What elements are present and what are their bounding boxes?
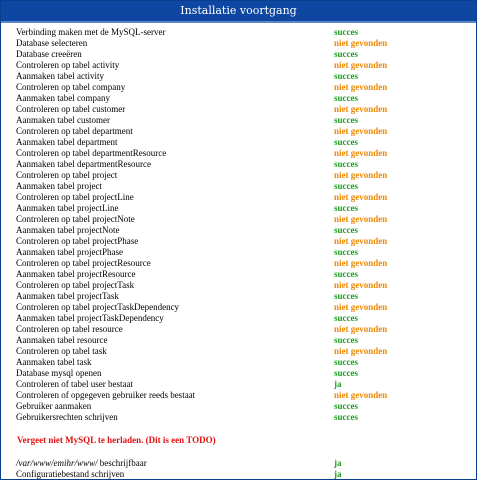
step-label: Controleren op tabel projectTaskDependency: [16, 302, 180, 312]
step-label: Aanmaken tabel task: [16, 357, 92, 367]
step-status: succes: [334, 71, 358, 81]
step-label: Aanmaken tabel projectLine: [16, 203, 119, 213]
step-status: succes: [334, 49, 358, 59]
progress-row: [16, 379, 476, 390]
progress-row: [16, 357, 476, 368]
step-label: Aanmaken tabel departmentResource: [16, 159, 151, 169]
progress-row: [16, 203, 476, 214]
progress-row: [16, 181, 476, 192]
progress-row: [16, 71, 476, 82]
step-label: Aanmaken tabel company: [16, 93, 110, 103]
step-status: ja: [334, 458, 342, 468]
step-status: niet gevonden: [334, 104, 388, 114]
step-status: ja: [334, 469, 342, 479]
step-status: niet gevonden: [334, 192, 388, 202]
step-status: niet gevonden: [334, 214, 388, 224]
step-status: succes: [334, 115, 358, 125]
progress-row: [16, 115, 476, 126]
step-status: succes: [334, 159, 358, 169]
progress-row: [16, 214, 476, 225]
progress-row: [16, 49, 476, 60]
step-status: succes: [334, 181, 358, 191]
progress-row: [16, 137, 476, 148]
progress-row: [16, 469, 476, 480]
step-label: Controleren op tabel projectNote: [16, 214, 135, 224]
step-status: niet gevonden: [334, 60, 388, 70]
step-status: succes: [334, 401, 358, 411]
progress-row: [16, 346, 476, 357]
step-label: Controleren op tabel task: [16, 346, 107, 356]
final-steps-list: [16, 458, 476, 480]
step-status: niet gevonden: [334, 390, 388, 400]
directory-path: /var/www/emihr/www/: [16, 458, 98, 468]
step-label: Controleren op tabel activity: [16, 60, 120, 70]
progress-row: [16, 27, 476, 38]
step-status: niet gevonden: [334, 236, 388, 246]
step-label: Aanmaken tabel projectResource: [16, 269, 136, 279]
step-status: succes: [334, 27, 358, 37]
step-label: Controleren op tabel project: [16, 170, 118, 180]
step-status: niet gevonden: [334, 38, 388, 48]
step-status: succes: [334, 291, 358, 301]
progress-row: [16, 280, 476, 291]
step-status: succes: [334, 357, 358, 367]
step-status: niet gevonden: [334, 170, 388, 180]
step-label: /var/www/emihr/www/ beschrijfbaar: [16, 458, 147, 468]
step-label: Controleren op tabel resource: [16, 324, 123, 334]
progress-row: [16, 335, 476, 346]
step-status: succes: [334, 93, 358, 103]
progress-row: [16, 126, 476, 137]
progress-list: [1, 23, 476, 423]
progress-row: [16, 269, 476, 280]
progress-row: [16, 458, 476, 469]
step-status: niet gevonden: [334, 258, 388, 268]
progress-row: [16, 225, 476, 236]
step-label: Verbinding maken met de MySQL-server: [16, 27, 166, 37]
step-label: Aanmaken tabel projectNote: [16, 225, 120, 235]
step-status: succes: [334, 335, 358, 345]
step-label: Controleren op tabel departmentResource: [16, 148, 167, 158]
step-status: succes: [334, 203, 358, 213]
reload-warning: Vergeet niet MySQL te herladen. (Dit is een TODO): [17, 435, 216, 445]
step-label: Controleren of opgegeven gebruiker reeds bestaat: [16, 390, 196, 400]
step-label: Database selecteren: [16, 38, 88, 48]
step-label: Controleren of tabel user bestaat: [16, 379, 133, 389]
step-label: Gebruiker aanmaken: [16, 401, 92, 411]
progress-row: [16, 368, 476, 379]
progress-row: [16, 302, 476, 313]
progress-row: [16, 93, 476, 104]
step-label: Configuratiebestand schrijven: [16, 469, 125, 479]
step-label: Controleren op tabel projectPhase: [16, 236, 139, 246]
step-label: Aanmaken tabel projectTaskDependency: [16, 313, 164, 323]
step-status: succes: [334, 269, 358, 279]
step-label: Gebruikersrechten schrijven: [16, 412, 118, 422]
step-label: Aanmaken tabel department: [16, 137, 118, 147]
step-status: niet gevonden: [334, 126, 388, 136]
progress-row: [16, 247, 476, 258]
step-label: Controleren op tabel projectLine: [16, 192, 134, 202]
step-status: succes: [334, 368, 358, 378]
progress-row: [16, 170, 476, 181]
step-label: Controleren op tabel customer: [16, 104, 126, 114]
step-label: Database creeëren: [16, 49, 82, 59]
progress-row: [16, 82, 476, 93]
step-status: succes: [334, 247, 358, 257]
step-status: niet gevonden: [334, 302, 388, 312]
progress-row: [16, 401, 476, 412]
progress-row: [16, 60, 476, 71]
progress-row: [16, 390, 476, 401]
step-label: Controleren op tabel department: [16, 126, 133, 136]
window-title: Installatie voortgang: [1, 1, 476, 23]
step-label: Controleren op tabel projectResource: [16, 258, 151, 268]
progress-row: [16, 324, 476, 335]
step-status: niet gevonden: [334, 346, 388, 356]
progress-row: [16, 258, 476, 269]
progress-row: [16, 104, 476, 115]
step-label: Aanmaken tabel projectTask: [16, 291, 119, 301]
step-status: niet gevonden: [334, 82, 388, 92]
progress-row: [16, 313, 476, 324]
step-label: Controleren op tabel company: [16, 82, 126, 92]
progress-row: [16, 38, 476, 49]
step-status: succes: [334, 225, 358, 235]
step-label: Aanmaken tabel project: [16, 181, 102, 191]
step-status: succes: [334, 313, 358, 323]
step-label: Controleren op tabel projectTask: [16, 280, 135, 290]
progress-row: [16, 236, 476, 247]
step-status: niet gevonden: [334, 280, 388, 290]
progress-row: [16, 291, 476, 302]
step-status: niet gevonden: [334, 324, 388, 334]
step-label: Aanmaken tabel activity: [16, 71, 104, 81]
progress-row: [16, 159, 476, 170]
step-status: niet gevonden: [334, 148, 388, 158]
step-status: succes: [334, 137, 358, 147]
progress-row: [16, 148, 476, 159]
progress-row: [16, 412, 476, 423]
step-label: Aanmaken tabel resource: [16, 335, 108, 345]
step-label: Aanmaken tabel projectPhase: [16, 247, 123, 257]
step-status: succes: [334, 412, 358, 422]
step-label: Aanmaken tabel customer: [16, 115, 110, 125]
step-label: Database mysql openen: [16, 368, 102, 378]
progress-row: [16, 192, 476, 203]
step-status: ja: [334, 379, 342, 389]
